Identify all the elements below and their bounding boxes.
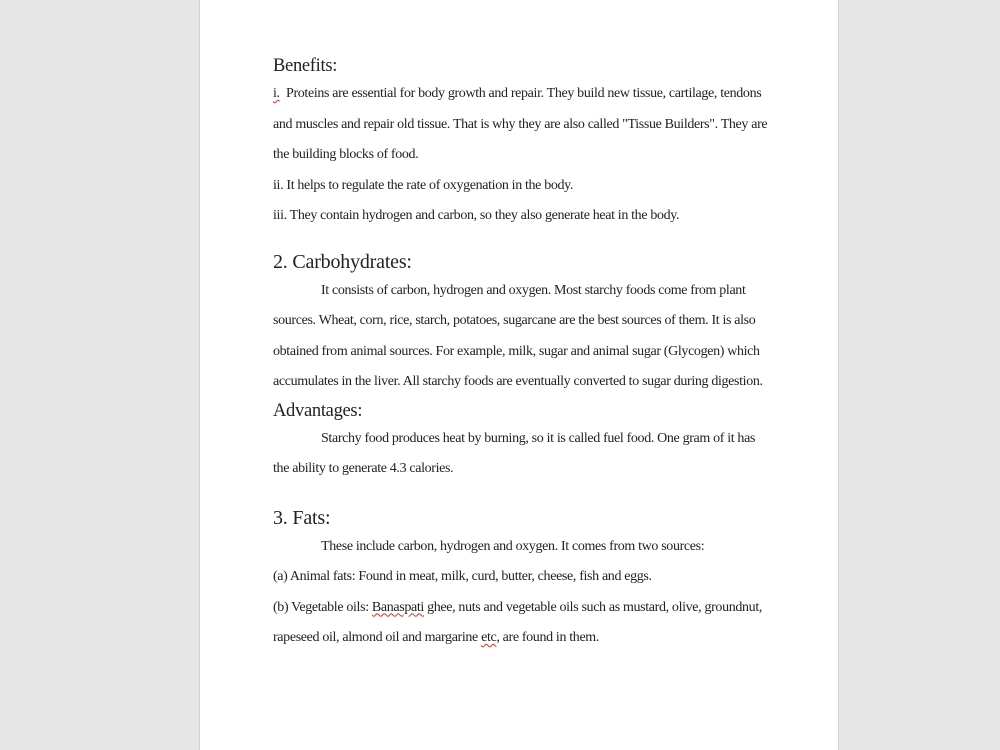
document-body[interactable] bbox=[273, 53, 773, 654]
fats-b-prefix: (b) Vegetable oils: bbox=[273, 599, 372, 615]
carbohydrates-paragraph: It consists of carbon, hydrogen and oxygen. Most starchy foods come from plant sources. Wheat, corn, rice, starch, potatoes, sugarcane are the best sources of them. It is also obtained from animal sources. For example, milk, sugar and animal sugar (Glycogen) which accumulates in the liver. All starchy foods are eventually converted to sugar during digestion. bbox=[273, 282, 763, 389]
fats-b-suffix: , are found in them. bbox=[496, 630, 599, 645]
fats-intro: These include carbon, hydrogen and oxygen. It comes from two sources: bbox=[321, 538, 705, 554]
carbohydrates-heading: 2. Carbohydrates: bbox=[273, 250, 412, 273]
document-page[interactable] bbox=[199, 0, 839, 750]
advantages-heading: Advantages: bbox=[273, 400, 363, 421]
benefit-1-marker: i. bbox=[273, 86, 280, 101]
spellcheck-word-banaspati[interactable]: Banaspati bbox=[371, 599, 424, 615]
fats-item-b bbox=[273, 593, 773, 654]
spellcheck-word-etc[interactable]: etc bbox=[481, 630, 497, 645]
benefit-item-1 bbox=[273, 79, 773, 171]
benefit-item-2: ii. It helps to regulate the rate of oxygenation in the body. bbox=[273, 177, 574, 193]
fats-item-a: (a) Animal fats: Found in meat, milk, curd, butter, cheese, fish and eggs. bbox=[273, 569, 652, 584]
benefit-1-text: Proteins are essential for body growth and repair. They build new tissue, cartilage, tendons and muscles and repair old tissue. That is why they are also called "Tissue Builders". They are the building blocks of food. bbox=[273, 86, 768, 162]
fats-heading: 3. Fats: bbox=[273, 506, 331, 529]
fats-b-middle: ghee, nuts and vegetable oils such as mustard, olive, groundnut, rapeseed oil, almond oil and margarine bbox=[273, 599, 763, 645]
advantages-paragraph: Starchy food produces heat by burning, so it is called fuel food. One gram of it has the ability to generate 4.3 calories. bbox=[273, 430, 756, 476]
benefit-item-3: iii. They contain hydrogen and carbon, so they also generate heat in the body. bbox=[273, 208, 680, 223]
benefits-heading: Benefits: bbox=[273, 56, 338, 76]
